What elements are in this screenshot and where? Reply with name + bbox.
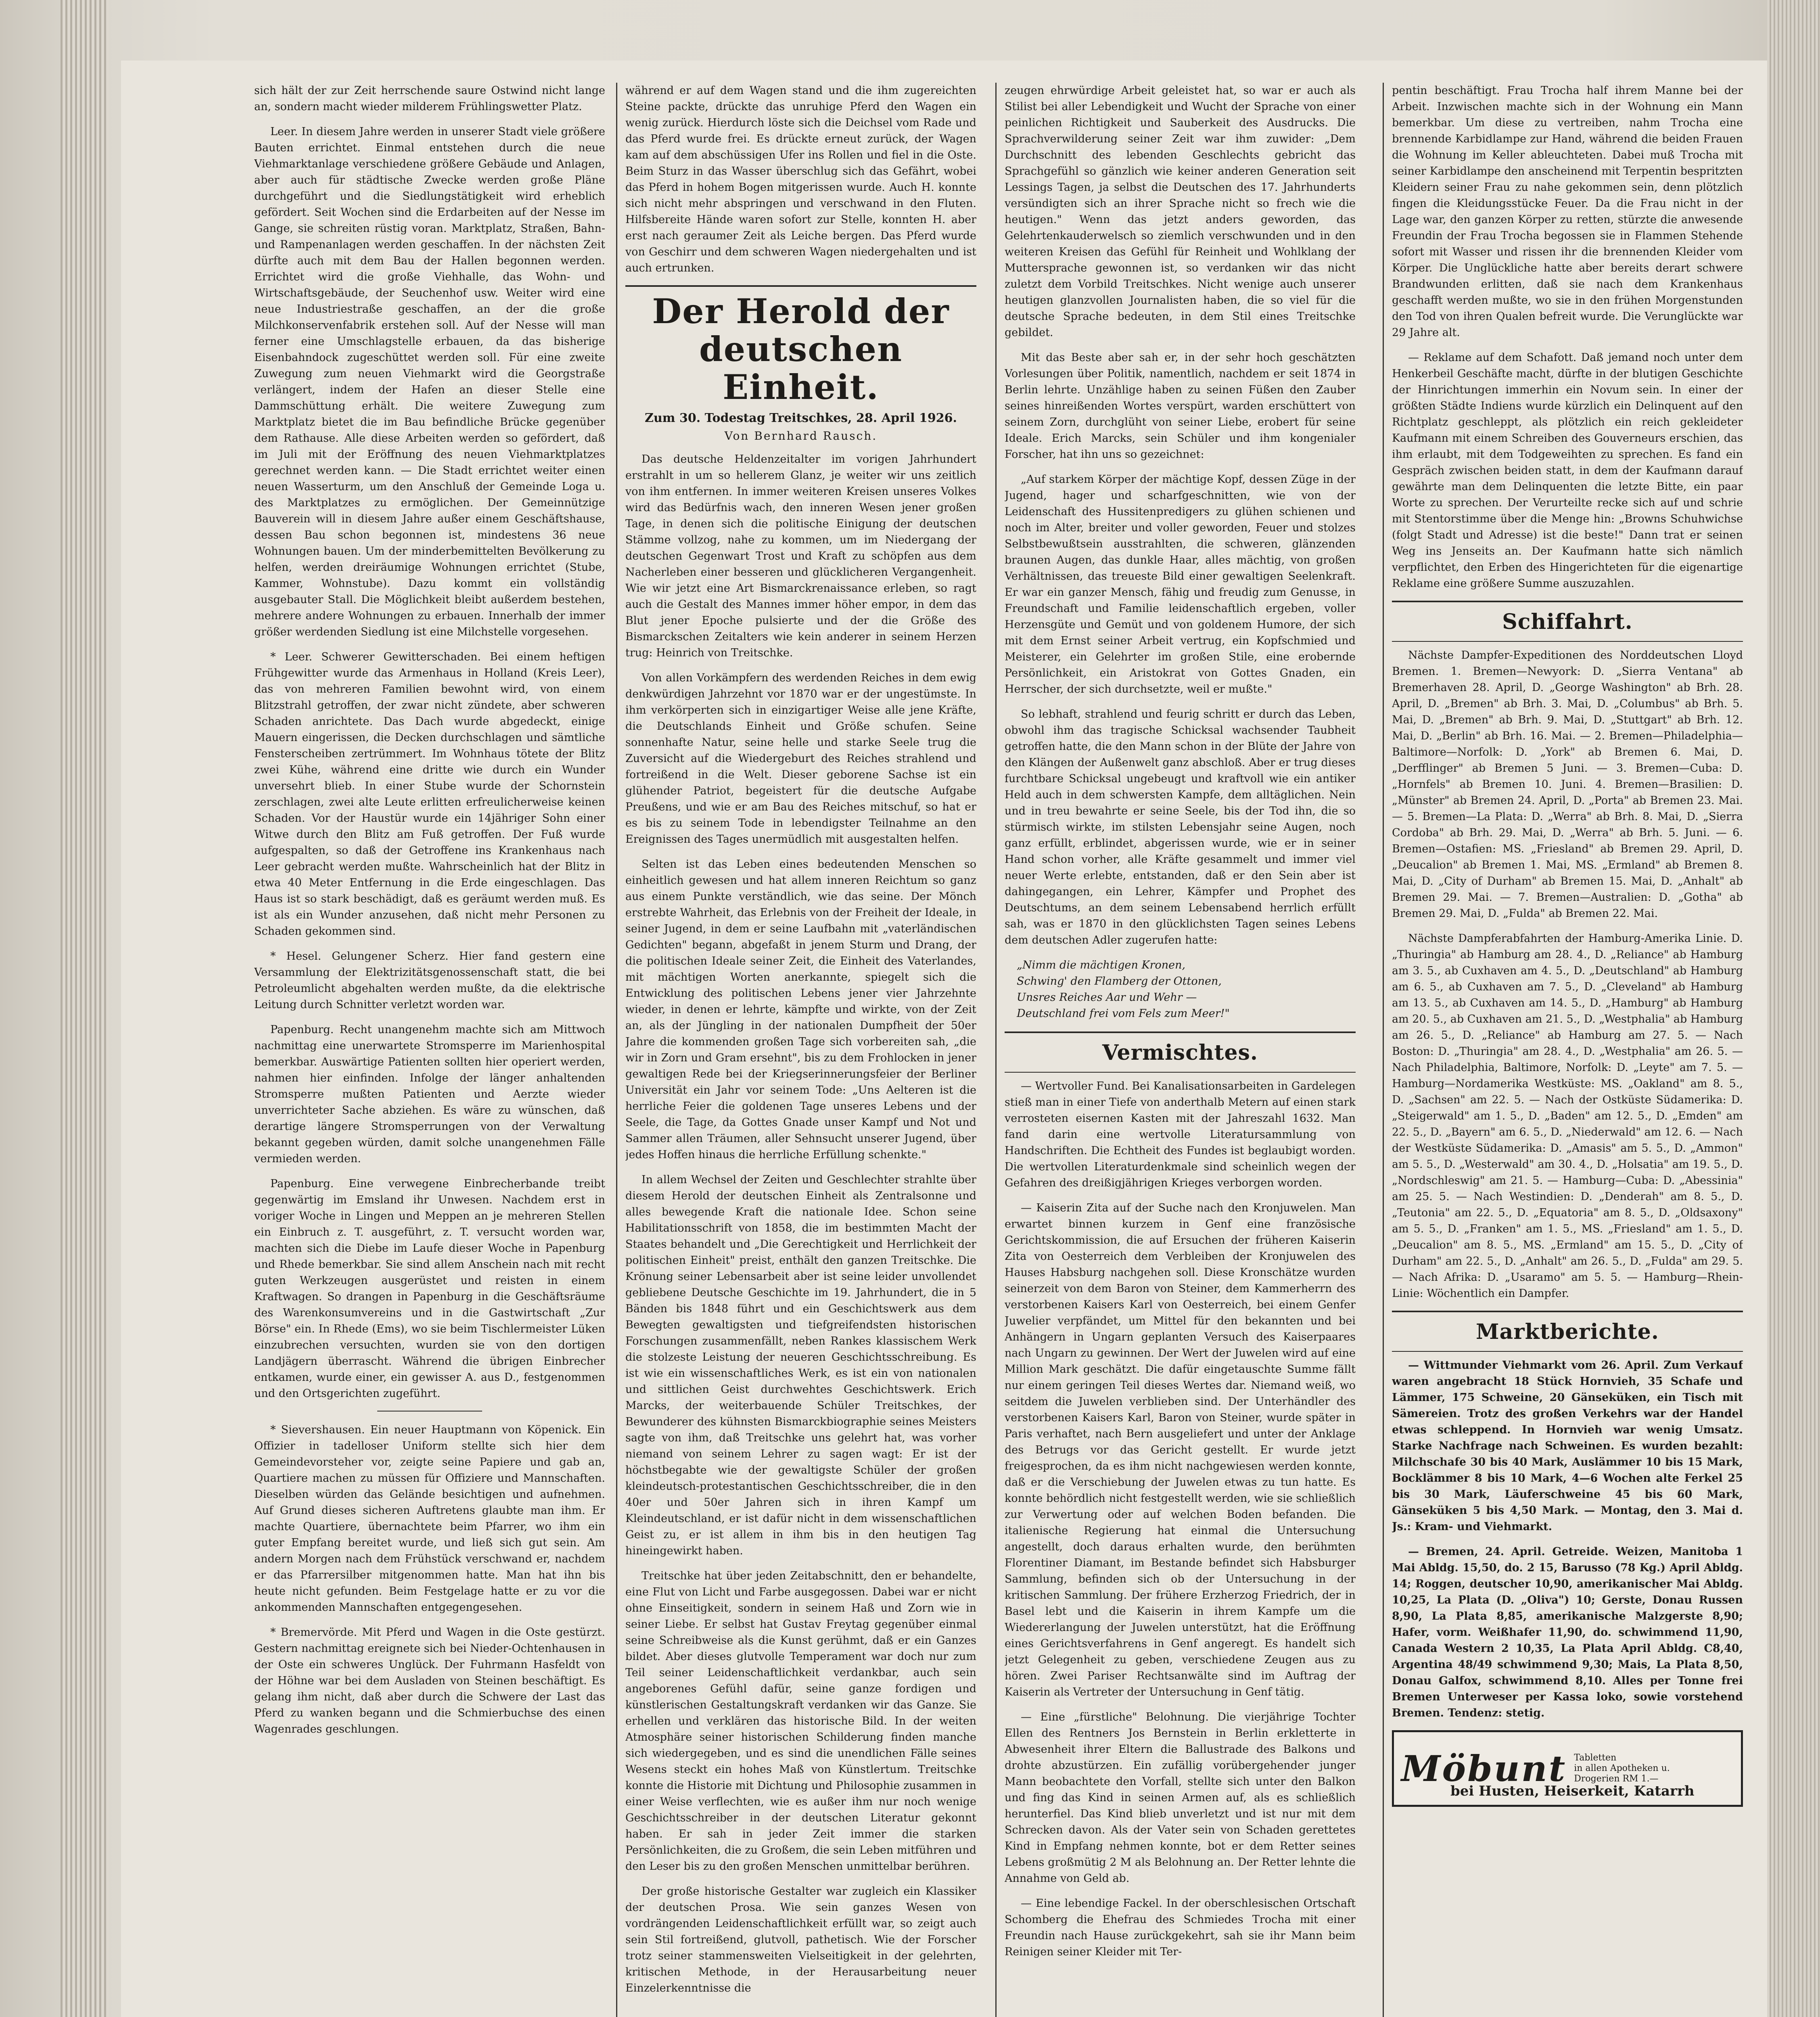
column-2: [625, 83, 976, 2017]
article-paragraph: „Auf starkem Körper der mächtige Kopf, dessen Züge in der Jugend, hager und scharfgeschnitten, wie von der Leidenschaft des Hussitenpredigers zu glühen schienen und noch im Alter, breiter und voller geworden, Feuer und stolzes Selbstbewußtsein ausstrahlten, die schweren, glänzenden braunen Augen, das dunkle Haar, alles mächtig, von großen Verhältnissen, das treueste Bild einer gewaltigen Seelenkraft. Er war ein ganzer Mensch, fähig und freudig zum Genusse, in Freundschaft und Familie leidenschaftlich ergeben, voller Herzensgüte und Gemüt und von goldenem Humore, der sich mit dem Ernst seiner Arbeit vertrug, ein Kopfschmied und Meisterer, ein Gelehrter im großen Stile, eine erobernde Persönlichkeit, ein Aristokrat von Gottes Gnaden, ein Herrscher, der sich durchsetzte, weil er mußte.": [1005, 473, 1356, 695]
article-hesel: * Hesel. Gelungener Scherz. Hier fand gestern eine Versammlung der Elektrizitätsgenossenschaft statt, die bei Petroleumlicht abgehalten werden mußte, da die elektrische Leitung durch Schnitter verletzt worden war.: [254, 950, 605, 1011]
market-bremen: — Bremen, 24. April. Getreide. Weizen, Manitoba 1 Mai Abldg. 15,50, do. 2 15, Barusso (78 Kg.) April Abldg. 14; Roggen, deutscher 10,90, amerikanischer Mai Abldg. 10,25, La Plata (D. „Oliva") 10; Gerste, Donau Russen 8,90, La Plata 8,85, amerikanische Malzgerste 8,90; Hafer, vorm. Weißhafer 11,90, do. schwimmend 11,90, Canada Western 2 10,35, La Plata April Abldg. C8,40, Argentina 48/49 schwimmend 9,30; Mais, La Plata 8,50, Donau Galfox, schwimmend 8,10. Alles per Tonne frei Bremen Unterweser per Kassa loko, sowie vorstehend Bremen. Tendenz: stetig.: [1392, 1545, 1743, 1719]
column-rule: [1383, 83, 1384, 2017]
section-rule: [1392, 601, 1743, 602]
article-paragraph: Selten ist das Leben eines bedeutenden Menschen so einheitlich gewesen und hat allem inneren Reichtum so ganz aus einem Punkte verständlich, wie das seine. Der Mönch erstrebte Wahrheit, das Erlebnis von der Freiheit der Ideale, in seiner Jugend, in dem er seine Laufbahn mit „vaterländischen Gedichten" begann, abgefaßt in jenem Sturm und Drang, der die politischen Ideale seiner Zeit, die Einheit des Vaterlandes, mit mächtigen Worten anerkannte, spiegelt sich die Entwicklung des politischen Lebens jener vier Jahrzehnte wieder, in denen er lehrte, kämpfte und wirkte, von der Zeit an, als der Jüngling in der nationalen Dumpfheit der 50er Jahre die kommenden großen Tage sich vorbereiten sah, „die wir in Zorn und Gram ersehnt", bis zu dem Frohlocken in jener gewaltigen Rede bei der Kriegserinnerungsfeier der Berliner Universität ein Jahr vor seinem Tode: „Uns Aelteren ist die herrliche Feier die goldenen Tage unseres Lebens und der Seele, die Tage, da Gottes Gnade unser Kampf und Not und Sammer allen Träumen, aller Sehnsucht unserer Jugend, über jedes Hoffen hinaus die herrliche Erfüllung schenkte.": [625, 858, 976, 1161]
article-paragraph: zeugen ehrwürdige Arbeit geleistet hat, so war er auch als Stilist bei aller Lebendigkeit und Wucht der Sprache von einer peinlichen Richtigkeit und Sauberkeit des Ausdrucks. Die Sprachverwilderung seiner Zeit war ihm zuwider: „Dem Durchschnitt des lebenden Geschlechts gebricht das Sprachgefühl so gänzlich wie keiner anderen Generation seit Lessings Tagen, ja selbst die Deutschen des 17. Jahrhunderts versündigten sich an ihrer Sprache nicht so frech wie die heutigen." Wenn das jetzt anders geworden, das Gelehrtenkauderwelsch so ziemlich verschwunden und in den weiteren Kreisen das Gefühl für Reinheit und Wohlklang der Muttersprache gewonnen ist, so verdanken wir das nicht zuletzt dem Vorbild Treitschkes. Nicht wenige auch unserer heutigen glanzvollen Journalisten haben, die so viel für die deutsche Sprache bedeuten, in dem Stil eines Treitschke gebildet.: [1005, 84, 1356, 339]
section-rule: [1005, 1072, 1356, 1073]
article-gewitterschaden: * Leer. Schwerer Gewitterschaden. Bei einem heftigen Frühgewitter wurde das Armenhaus in Holland (Kreis Leer), das von mehreren Familien bewohnt wird, von einem Blitzstrahl getroffen, der zwar nicht zündete, aber schweren Schaden anrichtete. Das Dach wurde abgedeckt, einige Mauern eingerissen, die Decken durchschlagen und sämtliche Fensterscheiben zertrümmert. Im Wohnhaus tötete der Blitz zwei Kühe, während eine dritte wie durch ein Wunder unversehrt blieb. In einer Stube wurde der Schornstein zerschlagen, zwei alte Leute erlitten erfreulicherweise keinen Schaden. Vor der Haustür wurde ein 14jähriger Sohn einer Witwe durch den Blitz am Fuß getroffen. Der Fuß wurde aufgespalten, so daß der Getroffene ins Krankenhaus nach Leer gebracht werden mußte. Wahrscheinlich hat der Blitz in etwa 40 Meter Entfernung in die Erde eingeschlagen. Das Haus ist so stark beschädigt, daß es geräumt werden muß. Es ist als ein Wunder anzusehen, daß nicht mehr Personen zu Schaden gekommen sind.: [254, 651, 605, 938]
article-paragraph: Treitschke hat über jeden Zeitabschnitt, den er behandelte, eine Flut von Licht und Farbe ausgegossen. Dabei war er nicht ohne Einseitigkeit, sondern in seinem Haß und Zorn wie in seiner Liebe. Er selbst hat Gustav Freytag gegenüber einmal seine Schreibweise als die Kunst gerühmt, daß er ein Ganzes bildet. Aber dieses glutvolle Temperament war doch nur zum Teil seiner Leidenschaftlichkeit verdankbar, auch sein angeborenes Gefühl dafür, seine ganze fordigen und künstlerischen Gestaltungskraft verdanken wir das Ganze. Sie erhellen und verklären das historische Bild. In der weiten Atmosphäre seiner historischen Schilderung finden manche sich wiedergegeben, und es sind die unendlichen Fälle seines Wesens steckt ein hohes Maß von Künstlertum. Treitschke konnte die Historie mit Dichtung und Philosophie zusammen in einer Weise verflechten, wie es außer ihm nur noch wenige Geschichtsschreiber in der deutschen Literatur gekonnt haben. Er sah in jeder Zeit immer die starken Persönlichkeiten, die zu Großem, die sein Leben mitführen und den Leser bis zu den großen Menschen unmittelbar berühren.: [625, 1570, 976, 1873]
poem-quote: [1017, 957, 1344, 1022]
section-vermischtes: Vermischtes.: [1102, 1040, 1258, 1065]
section-schiffahrt: Schiffahrt.: [1502, 610, 1633, 634]
column-rule: [995, 83, 997, 2017]
article-belohnung: — Eine „fürstliche" Belohnung. Die vierjährige Tochter Ellen des Rentners Jos Bernstein in Berlin erkletterte in Abwesenheit ihrer Eltern die Ballustrade des Balkons und drohte abzustürzen. Ein zufällig vorübergehender junger Mann beobachtete den Vorfall, stellte sich unter den Balkon und fing das Kind in seinen Armen auf, als es schließlich herunterfiel. Das Kind blieb unverletzt und ist nur mit dem Schrecken davon. Als der Vater sein von Schaden gerettetes Kind in Empfang nehmen konnte, bot er dem Retter seines Lebens großmütig 2 M als Belohnung an. Der Retter lehnte die Annahme von Geld ab.: [1005, 1711, 1356, 1885]
article-byline: Von Bernhard Rausch.: [724, 429, 878, 443]
article-bremervoerde: * Bremervörde. Mit Pferd und Wagen in die Oste gestürzt. Gestern nachmittag ereignete sich bei Nieder-Ochtenhausen in der Oste ein schweres Unglück. Der Fuhrmann Hasfeldt von der Höhne war bei dem Ausladen von Steinen beschäftigt. Es gelang ihm nicht, daß aber durch die Schwere der Last das Pferd zu wanken begann und die Schmierbuchse des einen Wagenrades geschlungen.: [254, 1626, 605, 1735]
article-leer-bauten: Leer. In diesem Jahre werden in unserer Stadt viele größere Bauten errichtet. Einmal entstehen durch die neue Viehmarktanlage verschiedene größere Gebäude und Anlagen, aber auch für städtische Zwecke werden große Pläne durchgeführt und die Siedlungstätigkeit wird erheblich gefördert. Seit Wochen sind die Erdarbeiten auf der Nesse im Gange, sie schreiten rüstig voran. Marktplatz, Straßen, Bahn- und Rampenanlagen werden geschaffen. In der nächsten Zeit dürfte auch mit dem Bau der Hallen begonnen werden. Errichtet wird die große Viehhalle, das Wohn- und Wirtschaftsgebäude, der Seuchenhof usw. Weiter wird eine neue Industriestraße geschaffen, an der die große Milchkonservenfabrik erstehen soll. Auf der Nesse will man ferner eine Umschlagstelle erbauen, da das bisherige Eisenbahndock zugeschüttet werden soll. Für eine zweite Zuwegung zum neuen Viehmarkt wird die Georgstraße verlängert, indem der Hafen an dieser Stelle eine Dammschüttung erhält. Die weitere Zuwegung zum Marktplatz bietet die im Bau befindliche Brücke gegenüber dem Rathause. Alle diese Arbeiten werden so gefördert, daß im Juli mit der Eröffnung des neuen Viehmarktplatzes gerechnet werden kann. — Die Stadt errichtet weiter einen neuen Wasserturm, um den Anschluß der Gemeinde Loga u. des Marktplatzes zu ermöglichen. Der Gemeinnützige Bauverein will in diesem Jahre außer einem Geschäftshause, dessen Bau schon begonnen ist, mindestens 36 neue Wohnungen bauen. Um der minderbemittelten Bevölkerung zu helfen, werden dreiräumige Wohnungen errichtet (Stube, Kammer, Wohnstube). Dazu kommt ein vollständig ausgebauter Stall. Die Möglichkeit bleibt außerdem bestehen, mehrere andere Wohnungen zu erbauen. Innerhalb der immer größer werdenden Siedlung ist eine Milchstelle vorgesehen.: [254, 125, 605, 638]
article-kicker: Zum 30. Todestag Treitschkes, 28. April 1926.: [645, 411, 957, 425]
poem-line: Unsres Reiches Aar und Wehr —: [1017, 991, 1197, 1004]
right-page-edges: [1767, 0, 1820, 2017]
section-marktberichte: Marktberichte.: [1476, 1320, 1659, 1344]
headline-herold: Der Herold der deutschen Einheit.: [652, 291, 950, 407]
article-papenburg-strom: Papenburg. Recht unangenehm machte sich am Mittwoch nachmittag eine unerwartete Stromsperre im Marienhospital bemerkbar. Auswärtige Patienten sollten hier operiert werden, nahmen hier einfinden. Infolge der länger anhaltenden Stromsperre mußten Patienten und Aerzte wieder unverrichteter Sache abziehen. Es wäre zu wünschen, daß derartige längere Stromsperrungen von der Verwaltung bekannt gegeben würden, damit solche unangenehmen Fälle vermieden werden.: [254, 1023, 605, 1165]
poem-line: Deutschland frei vom Fels zum Meer!": [1017, 1007, 1230, 1020]
ad-small-line: Tabletten: [1574, 1753, 1617, 1763]
article-paragraph: Das deutsche Heldenzeitalter im vorigen Jahrhundert erstrahlt in um so hellerem Glanz, je weiter wir uns zeitlich von ihm entfernen. In immer weiteren Kreisen unseres Volkes wird das Bedürfnis wach, den inneren Wesen jener großen Tage, in denen sich die politische Einigung der deutschen Stämme vollzog, nahe zu kommen, um im Niedergang der deutschen Gegenwart Trost und Kraft zu schöpfen aus dem Nacherleben einer besseren und glücklicheren Vergangenheit. Wie wir jetzt eine Art Bismarckrenaissance erleben, so ragt auch die Gestalt des Mannes immer höher empor, in dem das Blut jener Epoche pulsierte und der die Größe des Bismarckschen Zeitalters wie kein anderer in seinem Herzen trug: Heinrich von Treitschke.: [625, 453, 976, 659]
section-rule: [625, 285, 976, 287]
poem-line: Schwing' den Flamberg der Ottonen,: [1017, 975, 1222, 988]
section-rule: [1392, 641, 1743, 642]
section-rule: [1005, 1031, 1356, 1033]
ad-brand: Möbunt: [1401, 1748, 1567, 1789]
ad-subtitle: bei Husten, Heiserkeit, Katarrh: [1450, 1783, 1695, 1799]
section-rule: [1392, 1311, 1743, 1312]
article-kaiserin-zita: — Kaiserin Zita auf der Suche nach den Kronjuwelen. Man erwartet binnen kurzem in Genf eine französische Gerichtskommission, die auf Ersuchen der früheren Kaiserin Zita von Oesterreich dem Verbleiben der Kronjuwelen des Hauses Habsburg nachgehen soll. Diese Kronschätze wurden seinerzeit von dem Baron von Steiner, dem Kammerherrn des verstorbenen Kaisers Karl von Oesterreich, bei einem Genfer Juwelier verpfändet, um Mittel für den bekannten und bei Anhängern in Ungarn geplanten Versuch des Kaiserpaares nach Ungarn zu gewinnen. Der Wert der Juwelen wird auf eine Million Mark geschätzt. Die dafür eingetauschte Summe fällt nur einem geringen Teil dieses Wertes dar. Niemand weiß, wo seitdem die Juwelen verblieben sind. Der Unterhändler des verstorbenen Kaisers Karl, Baron von Steiner, wurde später in Paris verhaftet, nach Bern ausgeliefert und unter der Anklage des Betrugs vor das Gericht gestellt. Er wurde jetzt freigesprochen, da es ihm nicht nachgewiesen werden konnte, daß er die Verschiebung der Juwelen etwas zu tun hatte. Es konnte behördlich nicht festgestellt werden, wie sie schließlich zur Verwertung oder auf welchen Boden befanden. Die italienische Regierung hat einmal die Untersuchung angestellt, doch daraus erhalten wurde, den berühmten Florentiner Diamant, im Bestande befindet sich Habsburger Sammlung, befinden sich ob der Untersuchung in der kritischen Sammlung. Der frühere Erzherzog Friedrich, der in Basel lebt und die Kaiserin in ihrem Kampfe um die Wiedererlangung der Juwelen unterstützt, hat die Eröffnung eines Gerichtsverfahrens in Genf angeregt. Es handelt sich jetzt Gelegenheit zu geben, verschiedene Zeugen aus zu hören. Zwei Pariser Rechtsanwälte sind im Auftrag der Kaiserin als Vertreter der Untersuchung in Genf tätig.: [1005, 1202, 1356, 1698]
article-paragraph: In allem Wechsel der Zeiten und Geschlechter strahlte über diesem Herold der deutschen Einheit als Zentralsonne und alles bewegende Kraft die nationale Idee. Schon seine Habilitationsschrift von 1858, die im bestimmten Macht der Staates behandelt und „Die Gerechtigkeit und Herrlichkeit der politischen Einheit" preist, enthält den ganzen Treitschke. Die Krönung seiner Lebensarbeit aber ist seine leider unvollendet gebliebene Deutsche Geschichte im 19. Jahrhundert, die in 5 Bänden bis 1848 führt und ein Geschichtswerk aus dem Bewegten gewaltigsten und tiefgreifendsten historischen Forschungen zusammenfällt, neben Rankes klassischem Werk die stolzeste Leistung der neueren Geschichtsschreibung. Es ist wie ein wissenschaftliches Werk, es ist ein von nationalen und sittlichen Geist durchwehtes Geschichtswerk. Erich Marcks, der weiterbauende Schüler Treitschkes, der Bewunderer des kühnsten Bismarckbiographie seines Meisters sagte von ihm, daß Treitschke uns gelehrt hat, was vorher niemand von seinem Lehrer zu sagen wagt: Er ist der höchstbegabte wie der gewaltigste Schüler der großen kleindeutsch-protestantischen Geschichtsschreiber, die in den 40er und 50er Jahren sich in ihren Kampf um Kleindeutschland, er ist dafür nicht in dem wissenschaftlichen Geist zu, er ist allem in ihm bis in den heutigen Tag hineingewirkt haben.: [625, 1173, 976, 1557]
section-rule: [1392, 1351, 1743, 1352]
column-1: [254, 83, 605, 2017]
book-page-edges: [61, 0, 109, 2017]
shipping-hapag: Nächste Dampferabfahrten der Hamburg-Amerika Linie. D. „Thuringia" ab Hamburg am 28. 4., D. „Reliance" ab Hamburg am 3. 5., ab Cuxhaven am 4. 5., D. „Deutschland" ab Hamburg am 6. 5., ab Cuxhaven am 7. 5., D. „Cleveland" ab Hamburg am 13. 5., ab Cuxhaven am 14. 5., D. „Hamburg" ab Hamburg am 20. 5., ab Cuxhaven am 21. 5., D. „Westphalia" ab Hamburg am 26. 5., D. „Reliance" ab Hamburg am 27. 5. — Nach Boston: D. „Thuringia" am 28. 4., D. „Westphalia" am 26. 5. — Nach Philadelphia, Baltimore, Norfolk: D. „Leyte" am 7. 5. — Hamburg—Nordamerika Westküste: MS. „Oakland" am 8. 5., D. „Sachsen" am 22. 5. — Nach der Ostküste Südamerika: D. „Steigerwald" am 1. 5., D. „Baden" am 12. 5., D. „Emden" am 22. 5., D. „Bayern" am 6. 5., D. „Niederwald" am 12. 6. — Nach der Westküste Südamerika: D. „Amasis" am 5. 5., D. „Ammon" am 5. 5., D. „Westerwald" am 30. 4., D. „Holsatia" am 19. 5., D. „Nordschleswig" am 21. 5. — Hamburg—Cuba: D. „Abessinia" am 25. 5. — Nach Westindien: D. „Denderah" am 8. 5., D. „Teutonia" am 22. 5., D. „Equatoria" am 8. 5., D. „Oldsaxony" am 5. 5., D. „Franken" am 1. 5., MS. „Friesland" am 1. 5., D. „Deucalion" am 8. 5., MS. „Ermland" am 15. 5., D. „City of Durham" am 22. 5., D. „Anhalt" am 26. 5., D. „Fulda" am 29. 5. — Nach Afrika: D. „Usaramo" am 5. 5. — Hamburg—Rhein-Linie: Wöchentlich ein Dampfer.: [1392, 932, 1743, 1300]
ad-small-line: Drogerien RM 1.—: [1574, 1774, 1659, 1784]
article-fackel: — Eine lebendige Fackel. In der oberschlesischen Ortschaft Schomberg die Ehefrau des Schmiedes Trocha mit einer Freundin nach Hause zurückgekehrt, sah sie ihr Mann beim Reinigen seiner Kleider mit Ter-: [1005, 1897, 1356, 1958]
column-4: [1392, 83, 1743, 2017]
article-wertvoller-fund: — Wertvoller Fund. Bei Kanalisationsarbeiten in Gardelegen stieß man in einer Tiefe von anderthalb Metern auf einen stark verrosteten eisernen Kasten mit der Jahreszahl 1632. Man fand darin eine wertvolle Literatursammlung von Handschriften. Die Echtheit des Fundes ist beglaubigt worden. Die wertvollen Literaturdenkmale sind scheinlich wegen der Gefahren des dreißigjährigen Krieges verborgen worden.: [1005, 1080, 1356, 1189]
poem-line: „Nimm die mächtigen Kronen,: [1017, 959, 1186, 971]
article-paragraph: pentin beschäftigt. Frau Trocha half ihrem Manne bei der Arbeit. Inzwischen machte sich in der Wohnung ein Mann bemerkbar. Um diese zu vertreiben, nahm Trocha eine brennende Karbidlampe zur Hand, während die beiden Frauen die Wohnung im Keller ableuchteten. Dabei muß Trocha mit seiner Karbidlampe den anscheinend mit Terpentin bespritzten Kleidern seiner Frau zu nahe gekommen sein, denn plötzlich fingen die Kleidungsstücke Feuer. Da die Frau nicht in der Lage war, den ganzen Körper zu retten, stürzte die anwesende Freundin der Frau Trocha begossen sie in Flammen Stehende sofort mit Wasser und rissen ihr die brennenden Kleider vom Körper. Die Unglückliche hatte aber bereits derart schwere Brandwunden erlitten, daß sie nach dem Krankenhaus geschafft werden mußte, wo sie in den frühen Morgenstunden den Tod von ihren Qualen befreit wurde. Die Verunglückte war 29 Jahre alt.: [1392, 84, 1743, 339]
market-wittmund: — Wittmunder Viehmarkt vom 26. April. Zum Verkauf waren angebracht 18 Stück Hornvieh, 35 Schafe und Lämmer, 175 Schweine, 20 Gänseküken, ein Tisch mit Sämereien. Trotz des großen Verkehrs war der Handel etwas schleppend. In Hornvieh war wenig Umsatz. Starke Nachfrage nach Schweinen. Es wurden bezahlt: Milchschafe 30 bis 40 Mark, Auslämmer 10 bis 15 Mark, Bocklämmer 8 bis 10 Mark, 4—6 Wochen alte Ferkel 25 bis 30 Mark, Läuferschweine 45 bis 60 Mark, Gänseküken 5 bis 4,50 Mark. — Montag, den 3. Mai d. Js.: Kram- und Viehmarkt.: [1392, 1359, 1743, 1533]
column-rule: [616, 83, 617, 2017]
article-text: sich hält der zur Zeit herrschende saure Ostwind nicht lange an, sondern macht wieder milderem Frühlingswetter Platz.: [254, 84, 605, 113]
ad-small-print: [1574, 1753, 1670, 1784]
article-papenburg-einbrecher: Papenburg. Eine verwegene Einbrecherbande treibt gegenwärtig im Emsland ihr Unwesen. Nachdem erst in voriger Woche in Lingen und Meppen an je mehreren Stellen ein Einbruch z. T. ausgeführt, z. T. versucht worden war, machten sich die Diebe im Laufe dieser Woche in Papenburg und Rhede bemerkbar. Sie sind allem Anschein nach mit recht guten Werkzeugen ausgerüstet und reisten in einem Kraftwagen. So drangen in Papenburg in die Geschäftsräume des Warenkonsumvereins und in die Gastwirtschaft „Zur Börse" ein. In Rhede (Ems), wo sie beim Tischlermeister Lüken einzubrechen versuchten, wurden sie von den dortigen Landjägern überrascht. Während die übrigen Einbrecher entkamen, wurde einer, ein gewisser A. aus D., festgenommen und den Ortsgerichten zugeführt.: [254, 1178, 605, 1400]
shipping-lloyd: Nächste Dampfer-Expeditionen des Norddeutschen Lloyd Bremen. 1. Bremen—Newyork: D. „Sierra Ventana" ab Bremerhaven 28. April, D. „George Washington" ab Brh. 28. April, D. „Bremen" ab Brh. 3. Mai, D. „Columbus" ab Brh. 5. Mai, D. „Bremen" ab Brh. 9. Mai, D. „Stuttgart" ab Brh. 12. Mai, D. „Berlin" ab Brh. 16. Mai. — 2. Bremen—Philadelphia—Baltimore—Norfolk: D. „York" ab Bremen 6. Mai, D. „Derfflinger" ab Bremen 5 Juni. — 3. Bremen—Cuba: D. „Hornfels" ab Bremen 10. Juni. 4. Bremen—Brasilien: D. „Münster" ab Bremen 24. April, D. „Porta" ab Bremen 23. Mai. — 5. Bremen—La Plata: D. „Werra" ab Brh. 8. Mai, D. „Sierra Cordoba" ab Brh. 29. Mai, D. „Werra" ab Brh. 5. Juni. — 6. Bremen—Ostafien: MS. „Friesland" ab Bremen 29. April, D. „Deucalion" ab Bremen 1. Mai, MS. „Ermland" ab Bremen 8. Mai, D. „City of Durham" ab Bremen 15. Mai, D. „Anhalt" ab Bremen 29. Mai. — 7. Bremen—Australien: D. „Gotha" ab Bremen 29. Mai, D. „Fulda" ab Bremen 22. Mai.: [1392, 649, 1743, 920]
article-paragraph: Der große historische Gestalter war zugleich ein Klassiker der deutschen Prosa. Wie sein ganzes Wesen von vordrängenden Leidenschaftlichkeit erfüllt war, so zeigt auch sein Stil fortreißend, glutvoll, pathetisch. Wie der Forscher trotz seiner stammensweiten Vielseitigkeit in der gelehrten, kritischen Methode, in der Herausarbeitung neuer Einzelerkenntnisse die: [625, 1885, 976, 1994]
ad-moebunt: [1392, 1730, 1743, 1807]
article-paragraph: Mit das Beste aber sah er, in der sehr hoch geschätzten Vorlesungen über Politik, namentlich, nachdem er seit 1874 in Berlin lehrte. Unzählige haben zu seinen Füßen den Zauber seines hinreißenden Wortes verspürt, warden erschüttert von seinem Zorn, durchglüht von seiner Liebe, erobert für seine Ideale. Erich Marcks, sein Schüler und ihm kongenialer Forscher, hat ihn uns so gezeichnet:: [1005, 351, 1356, 461]
article-reklame-schafott: — Reklame auf dem Schafott. Daß jemand noch unter dem Henkerbeil Geschäfte macht, dürfte in der blutigen Geschichte der Hinrichtungen immerhin ein Novum sein. In einer der größten Städte Indiens wurde kürzlich ein Delinquent auf den Richtplatz geschleppt, als plötzlich ein reich gekleideter Kaufmann mit einem Schreiben des Gouverneurs erschien, das ihm erlaubt, mit dem Todgeweihten zu sprechen. Es fand ein Gespräch zwischen beiden statt, in dem der Kaufmann darauf gewährte man dem Delinquenten die letzte Bitte, ein paar Worte zu sprechen. Der Verurteilte recke sich auf und schrie mit Stentorstimme über die Menge hin: „Browns Schuhwichse (folgt Stadt und Adresse) ist die beste!" Dann trat er seinen Weg ins Jenseits an. Der Kaufmann hatte sich nämlich verpflichtet, den Erben des Hingerichteten für die eigenartige Reklame eine größere Summe auszuzahlen.: [1392, 351, 1743, 590]
article-sievershausen: * Sievershausen. Ein neuer Hauptmann von Köpenick. Ein Offizier in tadelloser Uniform stellte sich hier dem Gemeindevorsteher vor, zeigte seine Papiere und gab an, Quartiere machen zu müssen für Offiziere und Mannschaften. Dieselben würden das Gelände besichtigen und aufnehmen. Auf Grund dieses sicheren Auftretens glaubte man ihm. Er machte Quartiere, übernachtete beim Pfarrer, wo ihm ein guter Empfang bereitet wurde, und ließ sich gut sein. Am andern Morgen nach dem Frühstück verschwand er, nachdem er das Pfarrersilber mitgenommen hatte. Man hat ihn bis heute nicht gefunden. Beim Festgelage hatte er zu vor die ankommenden Mannschaften entgegengesehen.: [254, 1424, 605, 1614]
ad-small-line: in allen Apotheken u.: [1574, 1763, 1670, 1773]
article-paragraph: Von allen Vorkämpfern des werdenden Reiches in dem ewig denkwürdigen Jahrzehnt vor 1870 war er der ungestümste. In ihm verkörperten sich in einzigartiger Weise alle jene Kräfte, die Deutschlands Einheit und Größe schufen. Seine sonnenhafte Natur, seine helle und starke Seele trug die Zuversicht auf die Wiedergeburt des Reiches strahlend und fortreißend in die Welt. Dieser geborene Sachse ist ein glühender Patriot, begeistert für die deutsche Aufgabe Preußens, und wie er am Bau des Reiches mitschuf, so hat er es bis zu seinem Tode in lebendigster Teilnahme an den Ereignissen des Tages unermüdlich mit ausgestalten helfen.: [625, 672, 976, 846]
article-paragraph: So lebhaft, strahlend und feurig schritt er durch das Leben, obwohl ihm das tragische Schicksal wachsender Taubheit getroffen hatte, die den Mann schon in der Blüte der Jahre von den Klängen der Außenwelt ganz abschloß. Aber er trug dieses furchtbare Schicksal ungebeugt und kraftvoll wie ein antiker Held auch in dem schwersten Kampfe, dem alltäglichen. Nein und in treu bewahrte er seine Seele, bis der Tod ihn, die so stürmisch wirkte, im stilsten Lebensjahr seine Augen, noch ganz erfüllt, erblindet, abgerissen wurde, wie er in seiner Hand schon vorher, alle Kräfte gesammelt und immer viel neuer Werte erlebte, entstanden, daß er den Sein aber ist dahingegangen, ein Lehrer, Kämpfer und Prophet des Deutschtums, an dem seinem Lebensabend herrlich erfüllt sah, was er 1870 in den glücklichsten Tagen seines Lebens dem deutschen Adler zugerufen hatte:: [1005, 708, 1356, 946]
article-text: während er auf dem Wagen stand und die ihm zugereichten Steine packte, drückte das unruhige Pferd den Wagen ein wenig zurück. Hierdurch löste sich die Deichsel vom Rade und das Pferd wurde frei. Es drückte erneut zurück, der Wagen kam auf dem abschüssigen Ufer ins Rollen und fiel in die Oste. Beim Sturz in das Wasser überschlug sich das Gefährt, wobei das Pferd in hohem Bogen mitgerissen wurde. Auch H. konnte sich nicht mehr abspringen und verschwand in den Fluten. Hilfsbereite Hände waren sofort zur Stelle, konnten H. aber erst nach geraumer Zeit als Leiche bergen. Das Pferd wurde von Geschirr und dem schweren Wagen niedergehalten und ist auch ertrunken.: [625, 84, 976, 274]
column-3: [1005, 83, 1356, 2017]
